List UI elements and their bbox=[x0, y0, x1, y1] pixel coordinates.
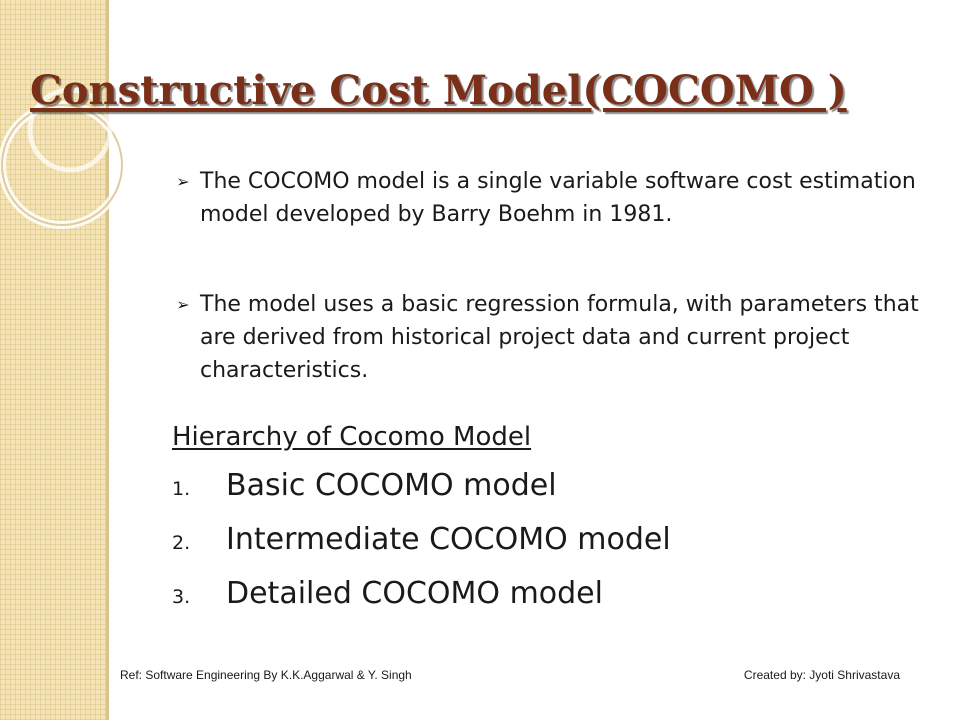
bullet-text: The model uses a basic regression formula, with parameters that are derived from historical project data and current project characteristics. bbox=[200, 292, 919, 383]
model-list bbox=[172, 466, 932, 628]
decorative-ring-icon bbox=[0, 0, 140, 300]
arrow-bullet-icon: ➢ bbox=[176, 172, 190, 191]
bullet-item bbox=[172, 165, 932, 231]
bullet-item bbox=[172, 288, 932, 387]
footer-credit: Created by: Jyoti Shrivastava bbox=[743, 668, 900, 682]
list-number: 2. bbox=[172, 532, 191, 554]
list-number: 3. bbox=[172, 586, 191, 608]
list-number: 1. bbox=[172, 478, 191, 500]
list-item bbox=[172, 520, 932, 574]
list-item bbox=[172, 574, 932, 628]
hierarchy-heading: Hierarchy of Cocomo Model bbox=[172, 422, 532, 452]
arrow-bullet-icon: ➢ bbox=[176, 295, 190, 314]
list-item bbox=[172, 466, 932, 520]
list-label: Detailed COCOMO model bbox=[226, 576, 603, 611]
slide-title: Constructive Cost Model(COCOMO ) bbox=[30, 67, 847, 114]
bullet-text: The COCOMO model is a single variable software cost estimation model developed by Barry Boehm in 1981. bbox=[200, 169, 916, 227]
list-label: Intermediate COCOMO model bbox=[226, 522, 671, 557]
footer-reference: Ref: Software Engineering By K.K.Aggarwal & Y. Singh bbox=[120, 668, 412, 682]
list-label: Basic COCOMO model bbox=[226, 468, 557, 503]
